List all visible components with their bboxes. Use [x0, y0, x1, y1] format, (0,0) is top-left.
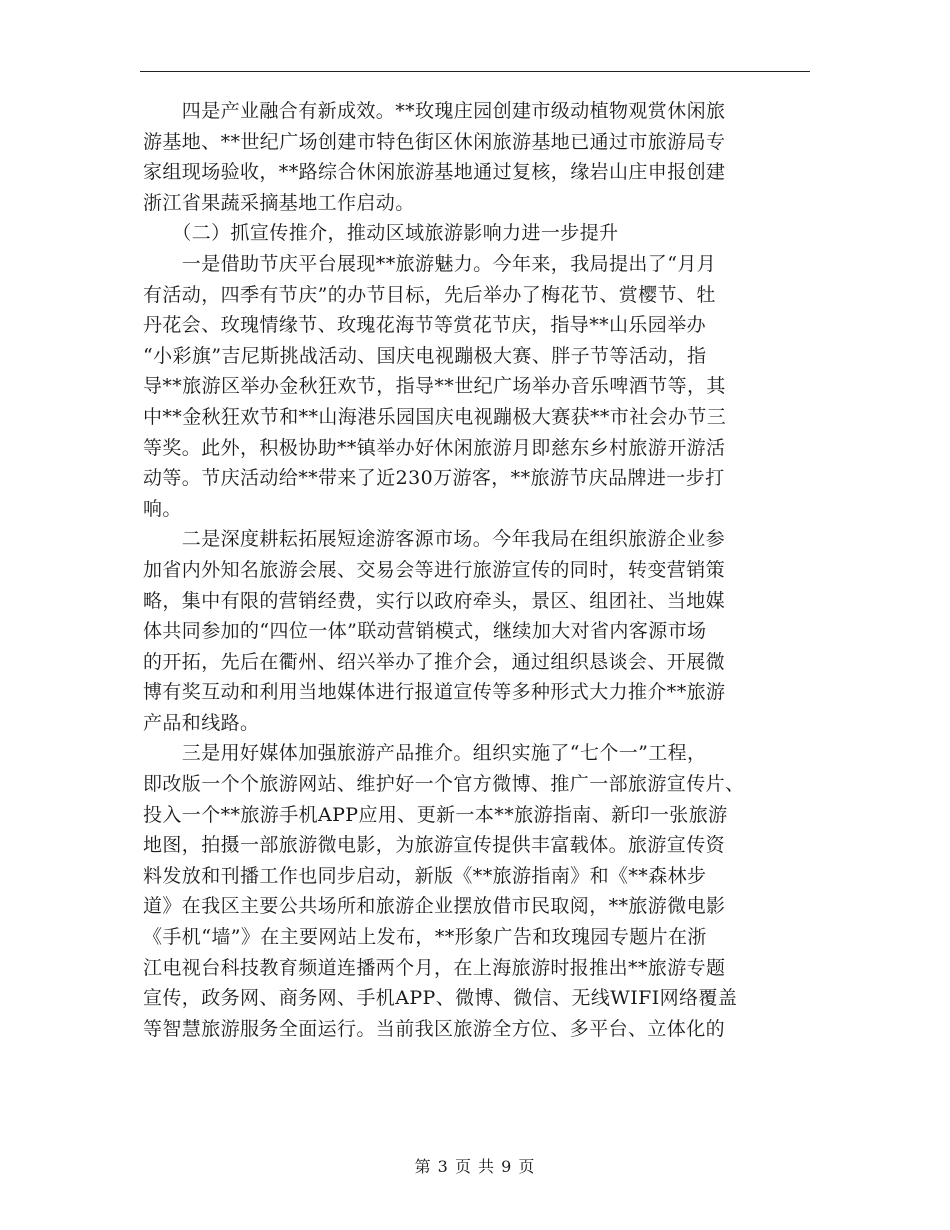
text-line: 宣传，政务网、商务网、手机APP、微博、微信、无线WIFI网络覆盖 [143, 987, 738, 1010]
text-line: 产品和线路。 [143, 711, 260, 734]
text-line: 道》在我区主要公共场所和旅游企业摆放借市民取阅，**旅游微电影 [143, 895, 726, 918]
text-line: 导**旅游区举办金秋狂欢节，指导**世纪广场举办音乐啤酒节等，其 [143, 375, 726, 398]
text-line: 一是借助节庆平台展现**旅游魅力。今年来，我局提出了“月月 [143, 252, 717, 275]
text-line: 地图，拍摄一部旅游微电影，为旅游宣传提供丰富载体。旅游宣传资 [143, 834, 726, 857]
text-line: 家组现场验收，**路综合休闲旅游基地通过复核，缘岩山庄申报创建 [143, 161, 726, 184]
text-line: 的开拓，先后在衢州、绍兴举办了推介会，通过组织恳谈会、开展微 [143, 650, 726, 673]
text-line: 《手机“墙”》在主要网站上发布，**形象广告和玫瑰园专题片在浙 [143, 926, 707, 949]
text-line: 有活动，四季有节庆”的办节目标，先后举办了梅花节、赏樱节、牡 [143, 283, 716, 306]
text-line: 四是产业融合有新成效。**玫瑰庄园创建市级动植物观赏休闲旅 [143, 100, 726, 122]
header-rule [140, 71, 810, 72]
text-line: “小彩旗”吉尼斯挑战活动、国庆电视蹦极大赛、胖子节等活动，指 [143, 344, 707, 367]
text-line: 中**金秋狂欢节和**山海港乐园国庆电视蹦极大赛获**市社会办节三 [143, 405, 727, 428]
document-body [143, 96, 813, 1044]
text-line: 略，集中有限的营销经费，实行以政府牵头，景区、组团社、当地媒 [143, 589, 726, 612]
text-line: 加省内外知名旅游会展、交易会等进行旅游宣传的同时，转变营销策 [143, 558, 726, 581]
text-line: 等智慧旅游服务全面运行。当前我区旅游全方位、多平台、立体化的 [143, 1017, 726, 1040]
text-line: 响。 [143, 497, 182, 520]
text-line: 游基地、**世纪广场创建市特色街区休闲旅游基地已通过市旅游局专 [143, 130, 726, 153]
text-line: 浙江省果蔬采摘基地工作启动。 [143, 191, 415, 214]
text-line: 投入一个**旅游手机APP应用、更新一本**旅游指南、新印一张旅游 [143, 803, 728, 826]
text-line: 料发放和刊播工作也同步启动，新版《**旅游指南》和《**森林步 [143, 864, 707, 887]
text-line: 博有奖互动和利用当地媒体进行报道宣传等多种形式大力推介**旅游 [143, 681, 726, 704]
text-line: 三是用好媒体加强旅游产品推介。组织实施了“七个一”工程， [143, 742, 707, 765]
text-line: 即改版一个个旅游网站、维护好一个官方微博、推广一部旅游宣传片、 [143, 773, 745, 796]
text-line: 二是深度耕耘拓展短途游客源市场。今年我局在组织旅游企业参 [143, 528, 726, 551]
text-line: 动等。节庆活动给**带来了近230万游客，**旅游节庆品牌进一步打 [143, 467, 725, 490]
page-number: 第 3 页 共 9 页 [414, 1157, 536, 1176]
text-line: 等奖。此外，积极协助**镇举办好休闲旅游月即慈东乡村旅游开游活 [143, 436, 726, 459]
text-line: 体共同参加的“四位一体”联动营销模式，继续加大对省内客源市场 [143, 620, 707, 643]
section-heading: （二）抓宣传推介，推动区域旅游影响力进一步提升 [143, 222, 619, 245]
text-line: 江电视台科技教育频道连播两个月，在上海旅游时报推出**旅游专题 [143, 956, 726, 979]
text-line: 丹花会、玫瑰情缘节、玫瑰花海节等赏花节庆，指导**山乐园举办 [143, 314, 707, 337]
